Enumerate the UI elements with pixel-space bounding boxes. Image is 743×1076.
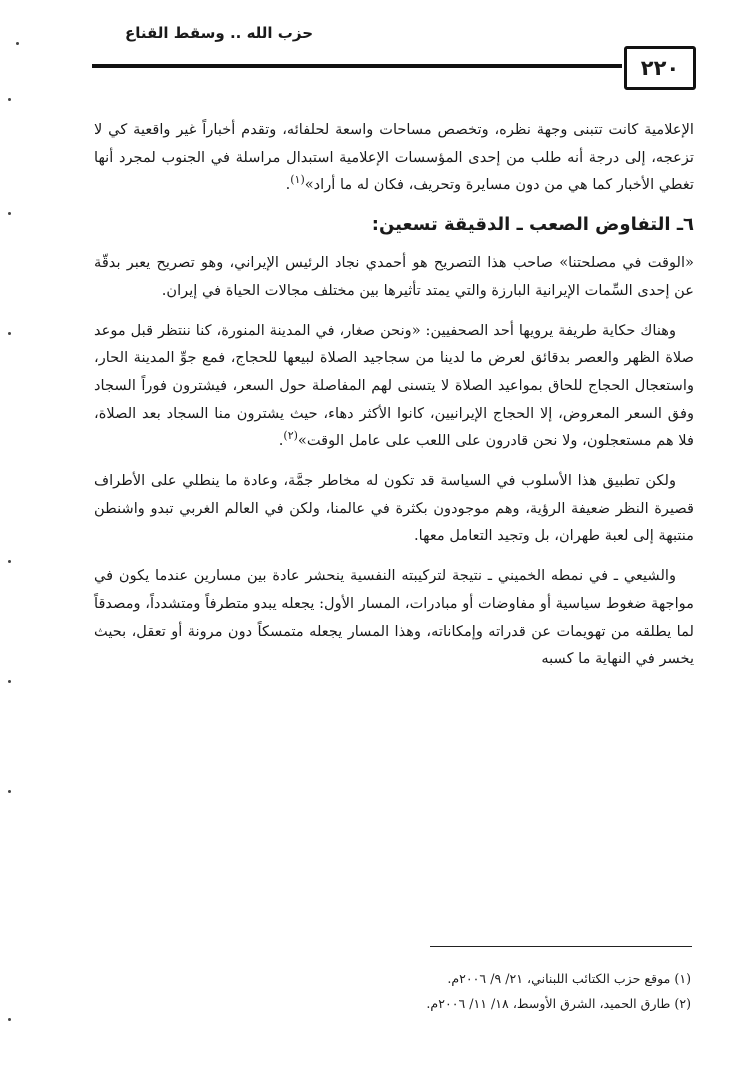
paragraph-5: والشيعي ـ في نمطه الخميني ـ نتيجة لتركيبته النفسية ينحشر عادة بين مسارين عندما يكون في مواجهة ضغوط سياسية أو مفاوضات أو مبادرات، المسار الأول: يجعله يبدو متطرفاً ومتشدداً، ومصدقاً لما يطلقه من تهويمات عن قدراته وإمكاناته، وهذا المسار يجعله متمسكاً دون مرونة أو تعقل، بحيث يخسر في النهاية ما كسبه [94, 567, 694, 668]
scan-speck [8, 332, 11, 335]
paragraph-1 [94, 116, 694, 199]
paragraph-1-text: الإعلامية كانت تتبنى وجهة نظره، وتخصص مساحات واسعة لحلفائه، وتقدم أخباراً غير واقعية كي لا تزعجه، إلى درجة أنه طلب من إحدى المؤسسات الإعلامية استبدال مراسلة في الجنوب لمجرد أنها تغطي الأخبار كما هي من دون مسايرة وتحريف، فكان له ما أراد» [94, 121, 694, 194]
running-title: حزب الله .. وسقط القناع [125, 24, 313, 42]
scan-speck [8, 1018, 11, 1021]
scan-speck [8, 560, 11, 563]
paragraph-3-text: وهناك حكاية طريفة يرويها أحد الصحفيين: «ونحن صغار، في المدينة المنورة، كنا ننتظر قبل موعد صلاة الظهر والعصر بدقائق لعرض ما لدينا من سجاجيد الصلاة لبيعها للحجاج، فمع جوِّ المدينة الحار، واستعجال الحجاج للحاق بمواعيد الصلاة لا يتسنى لهم المفاصلة حول السعر، فيشترون فوراً السجاد وفق السعر المعروض، إلا الحجاج الإيرانيين، كانوا الأكثر دهاء، حيث يشترون منا السجاد بعد الصلاة، فلا هم مستعجلون، ولا نحن قادرون على اللعب على عامل الوقت» [94, 321, 694, 450]
scan-speck [8, 98, 11, 101]
paragraph-1-end: . [285, 176, 291, 194]
footnote-marker-1: (١) [290, 173, 305, 187]
paragraph-4: ولكن تطبيق هذا الأسلوب في السياسة قد تكون له مخاطر جمَّة، وعادة ما ينطلي على الأطراف قصيرة النظر ضعيفة الرؤية، وهم موجودون بكثرة في عالمنا، ولكن في العالم الغربي تبدو واشنطن منتبهة إلى لعبة طهران، بل وتجيد التعامل معها. [94, 472, 694, 545]
footnote-marker-2: (٢) [283, 429, 298, 443]
scan-speck [8, 680, 11, 683]
footnote-1: (١) موقع حزب الكتائب اللبناني، ٢١/ ٩/ ٢٠٠٦م. [447, 971, 691, 986]
section-heading: ٦ـ التفاوض الصعب ـ الدقيقة تسعين: [371, 214, 694, 236]
footnote-2: (٢) طارق الحميد، الشرق الأوسط، ١٨/ ١١/ ٢٠٠٦م. [426, 996, 691, 1011]
body-text [94, 116, 694, 685]
footnotes [426, 966, 691, 1016]
scan-speck [8, 212, 11, 215]
scan-speck [8, 790, 11, 793]
paragraph-3-end: . [278, 432, 284, 450]
scan-speck [16, 42, 19, 45]
page-number: ٢٢٠ [624, 46, 696, 90]
footnote-rule [430, 946, 692, 947]
header-rule [92, 64, 622, 68]
paragraph-3 [94, 317, 694, 456]
paragraph-2: «الوقت في مصلحتنا» صاحب هذا التصريح هو أحمدي نجاد الرئيس الإيراني، وهو تصريح يعبر بدقّة عن إحدى السِّمات الإيرانية البارزة والتي يمتد تأثيرها بين مختلف مجالات الحياة في إيران. [94, 254, 694, 299]
